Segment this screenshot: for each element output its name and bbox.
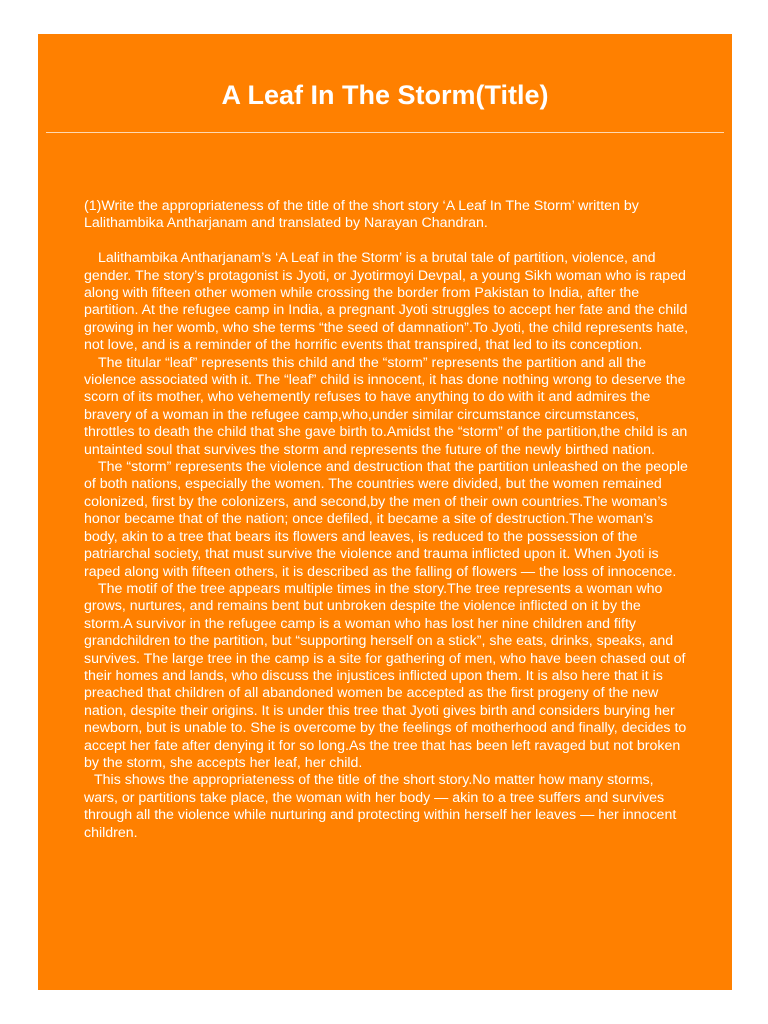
paragraph: The motif of the tree appears multiple times in the story.The tree represents a woman who grows, nurtures, and remains bent but unbroken despite the violence inflicted on it by the storm.A survivor in the refugee camp is a woman who has lost her nine children and fifty grandchildren to the partition, but “supporting herself on a stick”, she eats, drinks, speaks, and survives. The large tree in the camp is a site for gathering of men, who have been chased out of their homes and lands, who discuss the injustices inflicted upon them. It is also here that it is preached that children of all abandoned women be accepted as the first progeny of the new nation, despite their origins. It is under this tree that Jyoti gives birth and considers burying her newborn, but is unable to. She is overcome by the feelings of motherhood and finally, decides to accept her fate after denying it for so long.As the tree that has been left ravaged but not broken by the storm, she accepts her leaf, her child. <box>84 580 687 771</box>
paragraph: Lalithambika Antharjanam’s ‘A Leaf in the Storm’ is a brutal tale of partition, violence, and gender. The story’s protagonist is Jyoti, or Jyotirmoyi Devpal, a young Sikh woman who is raped along with fifteen other women while crossing the border from Pakistan to India, after the partition. At the refugee camp in India, a pregnant Jyoti struggles to accept her fate and the child growing in her womb, who she terms “the seed of damnation”.To Jyoti, the child represents hate, not love, and is a reminder of the horrific events that transpired, that led to its conception. <box>84 250 689 354</box>
document-body <box>84 198 690 842</box>
paragraph: The “storm” represents the violence and destruction that the partition unleashed on the people of both nations, especially the women. The countries were divided, but the women remained colonized, first by the colonizers, and second,by the men of their own countries.The woman’s honor became that of the nation; once defiled, it became a site of destruction.The woman’s body, akin to a tree that bears its flowers and leaves, is reduced to the possession of the patriarchal society, that must survive the violence and trauma inflicted upon it. When Jyoti is raped along with fifteen others, it is described as the falling of flowers — the loss of innocence. <box>84 459 688 580</box>
document-page <box>38 34 732 990</box>
document-title: A Leaf In The Storm(Title) <box>221 80 549 110</box>
paragraph: The titular “leaf” represents this child and the “storm” represents the partition and all the violence associated with it. The “leaf” child is innocent, it has done nothing wrong to deserve the scorn of its mother, who vehemently refuses to have anything to do with it and admires the bravery of a woman in the refugee camp,who,under similar circumstance circumstances, throttles to death the child that she gave birth to.Amidst the “storm” of the partition,the child is an untainted soul that survives the storm and represents the future of the newly birthed nation. <box>84 354 688 458</box>
title-divider <box>46 132 724 133</box>
question-text: (1)Write the appropriateness of the title of the short story ‘A Leaf In The Storm’ written by Lalithambika Antharjanam and translated by Narayan Chandran. <box>84 198 639 232</box>
paragraph: This shows the appropriateness of the title of the short story.No matter how many storms, wars, or partitions take place, the woman with her body — akin to a tree suffers and survives through all the violence while nurturing and protecting within herself her leaves — her innocent children. <box>84 772 677 841</box>
